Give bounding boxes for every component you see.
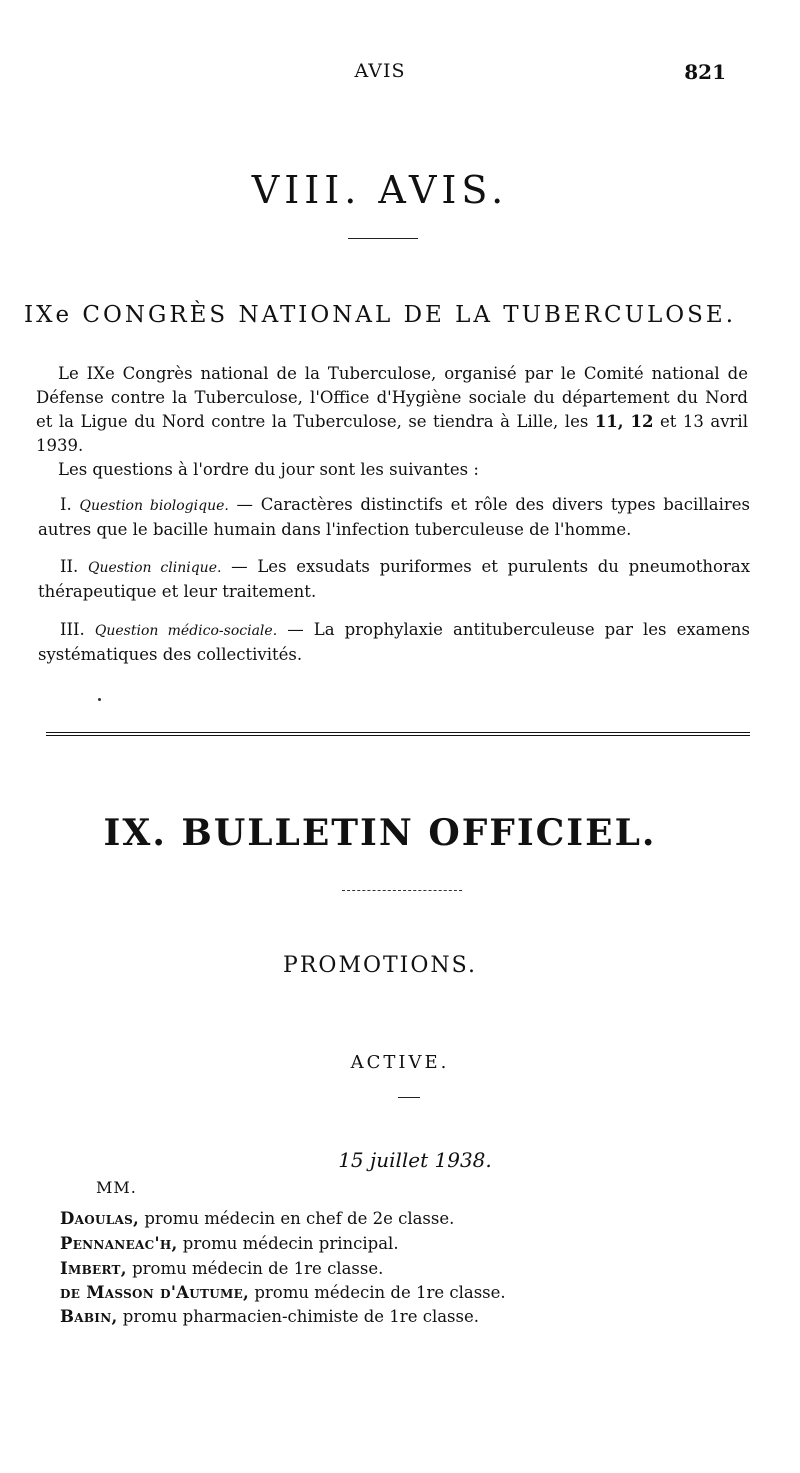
question-text: — La prophylaxie antituberculeuse par les examens systématiques des collectivités. (38, 620, 750, 664)
officer-name: Imbert, (60, 1259, 127, 1278)
officer-name: Daoulas, (60, 1209, 140, 1228)
promotion-entry (60, 1207, 454, 1231)
print-speck (98, 698, 101, 701)
officer-name: Babin, (60, 1307, 118, 1326)
active-heading: ACTIVE. (350, 1052, 450, 1073)
officer-name: Pennaneac'h, (60, 1234, 178, 1253)
promotion-entry (60, 1232, 399, 1256)
question-number: III. (60, 620, 85, 639)
question-item (38, 555, 750, 604)
question-item (38, 493, 750, 542)
promotion-text: promu médecin de 1re classe. (249, 1283, 506, 1302)
question-number: II. (60, 557, 79, 576)
salutation: MM. (96, 1178, 137, 1197)
title-divider (348, 238, 418, 239)
section-viii-title: VIII. AVIS. (251, 168, 509, 212)
question-number: I. (60, 495, 72, 514)
running-head (0, 60, 800, 90)
announcement-days: 11, 12 (594, 412, 654, 431)
promotion-text: promu médecin en chef de 2e classe. (139, 1209, 455, 1228)
question-label: Question clinique. (88, 560, 222, 576)
section-ix-title: IX. BULLETIN OFFICIEL. (103, 812, 657, 854)
promotion-date: 15 juillet 1938. (338, 1148, 492, 1172)
promotions-heading: PROMOTIONS. (283, 953, 477, 978)
promotion-entry (60, 1305, 479, 1329)
announcement-text-end: et 13 avril 1939. (36, 412, 748, 455)
question-item (38, 618, 750, 667)
questions-intro: Les questions à l'ordre du jour sont les suivantes : (58, 460, 479, 479)
promotion-entry (60, 1281, 506, 1305)
title-divider (342, 890, 462, 891)
promotion-text: promu médecin principal. (177, 1234, 399, 1253)
promotion-text: promu pharmacien-chimiste de 1re classe. (117, 1307, 480, 1326)
congress-heading: IXe CONGRÈS NATIONAL DE LA TUBERCULOSE. (23, 302, 737, 328)
minor-divider (398, 1097, 420, 1098)
running-title: AVIS (354, 60, 406, 82)
question-text: — Caractères distinctifs et rôle des divers types bacillaires autres que le bacille humain dans l'infection tuberculeuse de l'homme. (38, 495, 751, 539)
promotion-text: promu médecin de 1re classe. (126, 1259, 384, 1278)
promotion-entry (60, 1257, 383, 1281)
question-label: Question biologique. (79, 498, 229, 514)
section-divider (46, 732, 750, 736)
question-label: Question médico-sociale. (94, 623, 278, 639)
page-number: 821 (684, 60, 726, 84)
officer-name: de Masson d'Autume, (60, 1283, 250, 1302)
announcement-text: Le IXe Congrès national de la Tuberculose, organisé par le Comité national de Défense contre la Tuberculose, l'Office d'Hygiène sociale du département du Nord et la Ligue du Nord contre la Tuberculose, se tiendra à Lille, les (36, 364, 748, 431)
question-text: — Les exsudats puriformes et purulents du pneumothorax thérapeutique et leur traitement. (38, 557, 751, 601)
congress-announcement (36, 362, 748, 458)
